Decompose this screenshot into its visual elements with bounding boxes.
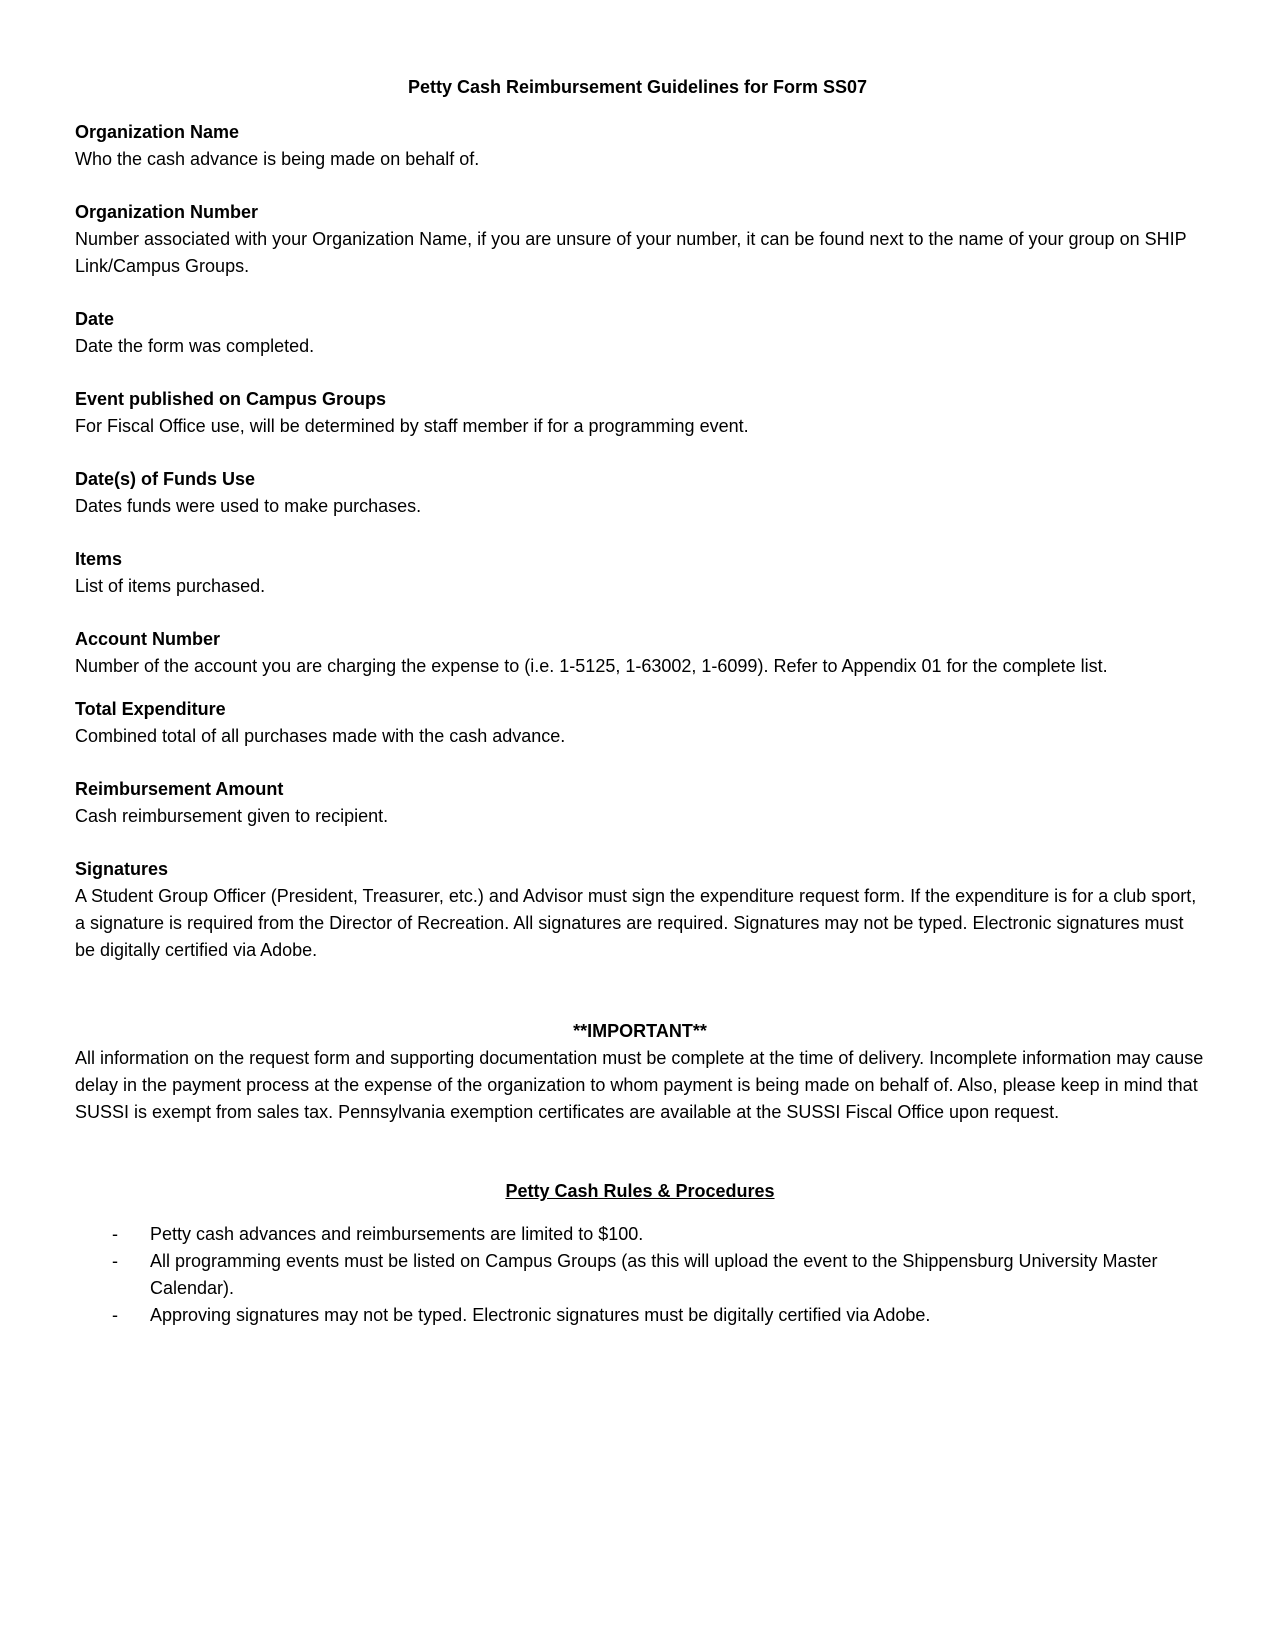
important-body: All information on the request form and supporting documentation must be complete at the time of delivery. Incomplete information may cause delay in the payment process at the expense of the organization to whom payment is being made on behalf of. Also, please keep in mind that SUSSI is exempt from sales tax. Pennsylvania exemption certificates are available at the SUSSI Fiscal Office upon request. xyxy=(75,1048,1204,1122)
rule-text: All programming events must be listed on Campus Groups (as this will upload the event to the Shippensburg University Master Calendar). xyxy=(150,1251,1158,1298)
field-organization-name xyxy=(75,119,1205,173)
field-label: Items xyxy=(75,549,123,569)
rules-list xyxy=(75,1221,1205,1329)
field-description: Date the form was completed. xyxy=(75,336,315,356)
rule-text: Approving signatures may not be typed. Electronic signatures must be digitally certified via Adobe. xyxy=(150,1305,931,1325)
field-organization-number xyxy=(75,199,1205,280)
field-signatures xyxy=(75,856,1205,964)
list-item xyxy=(75,1221,1205,1248)
field-total-expenditure xyxy=(75,696,1205,750)
field-description: List of items purchased. xyxy=(75,576,266,596)
field-description: Number of the account you are charging the expense to (i.e. 1-5125, 1-63002, 1-6099). Refer to Appendix 01 for the complete list. xyxy=(75,656,1108,676)
document-body xyxy=(75,119,1205,1329)
field-description: A Student Group Officer (President, Treasurer, etc.) and Advisor must sign the expenditure request form. If the expenditure is for a club sport, a signature is required from the Director of Recreation. All signatures are required. Signatures may not be typed. Electronic signatures must be digitally certified via Adobe. xyxy=(75,886,1197,960)
rule-text: Petty cash advances and reimbursements are limited to $100. xyxy=(150,1224,644,1244)
field-items xyxy=(75,546,1205,600)
field-label: Reimbursement Amount xyxy=(75,779,284,799)
field-description: Dates funds were used to make purchases. xyxy=(75,496,422,516)
field-date xyxy=(75,306,1205,360)
important-notice xyxy=(75,1018,1205,1126)
rules-heading: Petty Cash Rules & Procedures xyxy=(505,1181,775,1201)
bullet-dash: - xyxy=(112,1251,118,1271)
field-description: Combined total of all purchases made with the cash advance. xyxy=(75,726,566,746)
field-description: Cash reimbursement given to recipient. xyxy=(75,806,389,826)
field-label: Event published on Campus Groups xyxy=(75,389,387,409)
field-label: Signatures xyxy=(75,859,169,879)
field-label: Organization Number xyxy=(75,202,259,222)
field-label: Total Expenditure xyxy=(75,699,226,719)
field-dates-of-funds-use xyxy=(75,466,1205,520)
field-label: Account Number xyxy=(75,629,221,649)
field-description: Who the cash advance is being made on behalf of. xyxy=(75,149,480,169)
important-heading: **IMPORTANT** xyxy=(573,1021,707,1041)
bullet-dash: - xyxy=(112,1224,118,1244)
field-description: Number associated with your Organization Name, if you are unsure of your number, it can be found next to the name of your group on SHIP Link/Campus Groups. xyxy=(75,229,1187,276)
document-title: Petty Cash Reimbursement Guidelines for Form SS07 xyxy=(407,77,868,97)
field-label: Organization Name xyxy=(75,122,240,142)
bullet-dash: - xyxy=(112,1305,118,1325)
field-label: Date xyxy=(75,309,115,329)
rules-section xyxy=(75,1178,1205,1329)
field-account-number xyxy=(75,626,1205,680)
list-item xyxy=(75,1248,1205,1302)
field-reimbursement-amount xyxy=(75,776,1205,830)
field-event-published xyxy=(75,386,1205,440)
field-label: Date(s) of Funds Use xyxy=(75,469,256,489)
list-item xyxy=(75,1302,1205,1329)
field-description: For Fiscal Office use, will be determined by staff member if for a programming event. xyxy=(75,416,749,436)
